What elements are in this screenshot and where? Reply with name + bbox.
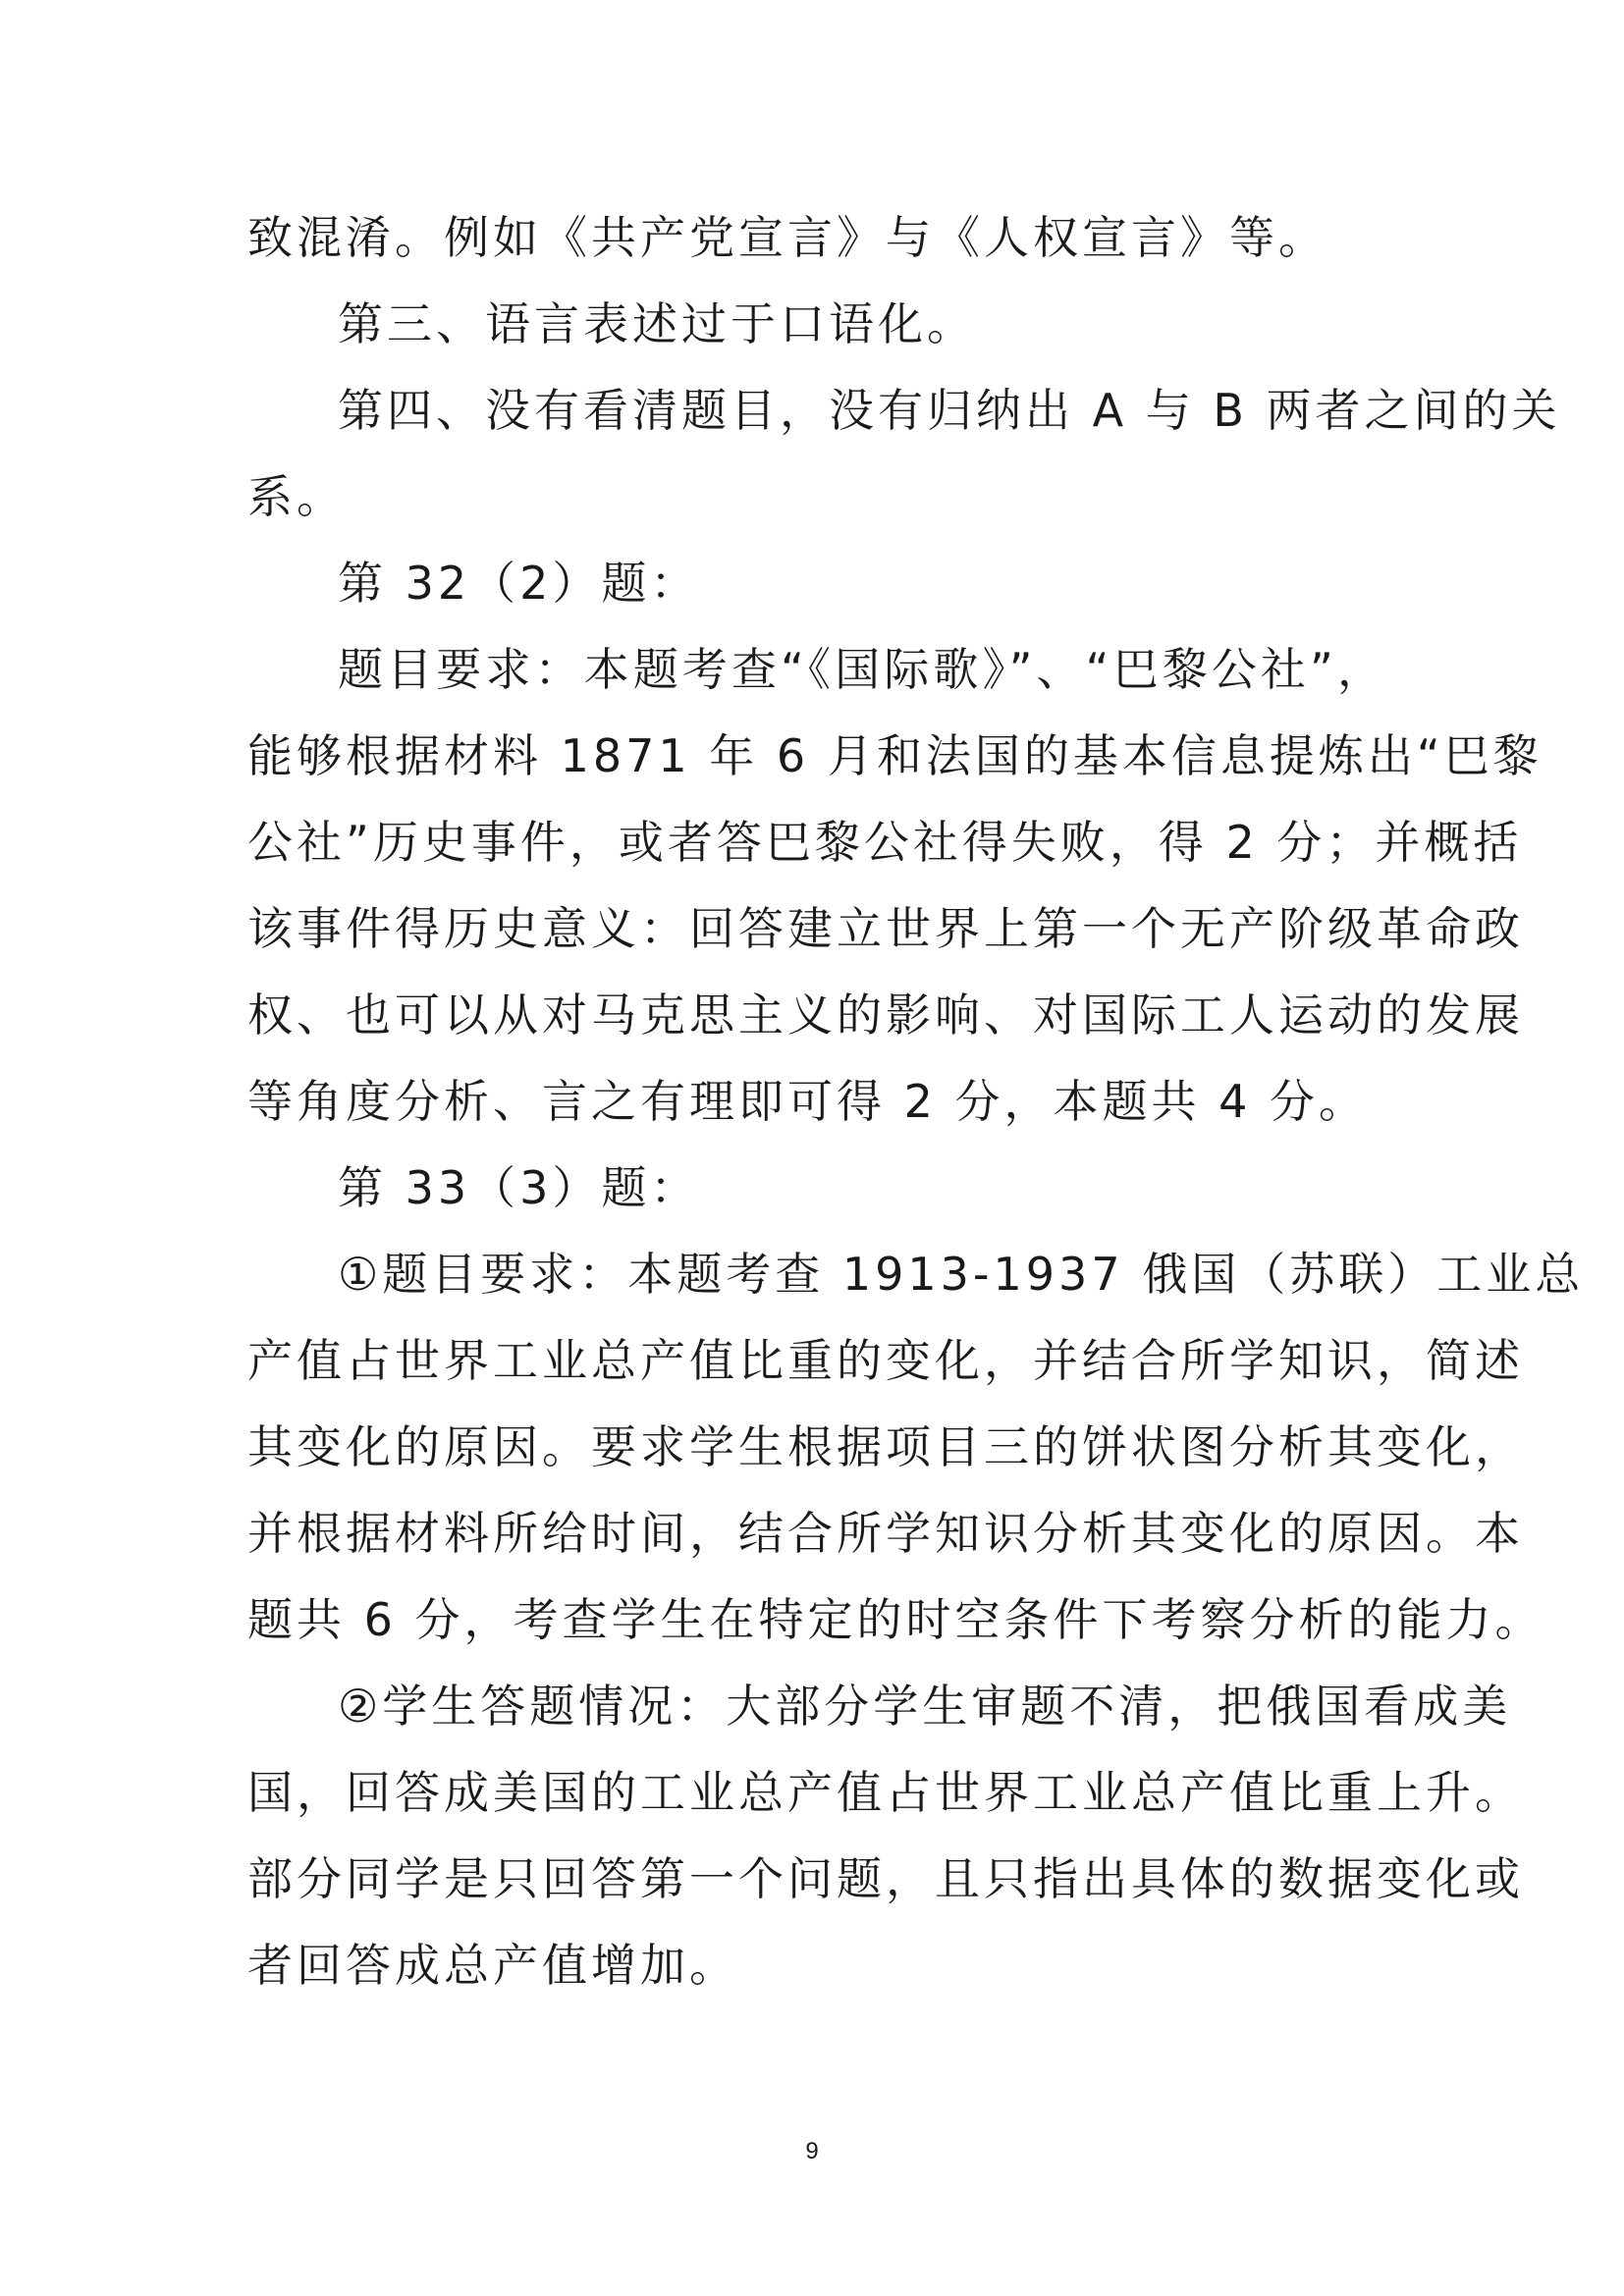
text-line: 题共 6 分，考查学生在特定的时空条件下考察分析的能力。	[247, 1593, 1544, 1646]
paragraph-point-three	[247, 281, 1386, 367]
text-line: ②学生答题情况：大部分学生审题不清，把俄国看成美	[338, 1680, 1512, 1733]
heading-question-33-3	[247, 1145, 1386, 1231]
text-line: 部分同学是只回答第一个问题，且只指出具体的数据变化或	[247, 1852, 1524, 1905]
text-line: 该事件得历史意义：回答建立世界上第一个无产阶级革命政	[247, 902, 1524, 955]
text-line: 其变化的原因。要求学生根据项目三的饼状图分析其变化，	[247, 1420, 1524, 1473]
paragraph-question-32-requirements	[247, 626, 1543, 1145]
text-line: 并根据材料所给时间，结合所学知识分析其变化的原因。本	[247, 1507, 1524, 1560]
text-line: ①题目要求：本题考查 1913-1937 俄国（苏联）工业总	[338, 1248, 1585, 1301]
text-line: 能够根据材料 1871 年 6 月和法国的基本信息提炼出“巴黎	[247, 729, 1543, 782]
text-line: 者回答成总产值增加。	[247, 1939, 738, 1992]
text-line: 国，回答成美国的工业总产值占世界工业总产值比重上升。	[247, 1766, 1524, 1819]
text-line: 第四、没有看清题目，没有归纳出 A 与 B 两者之间的关	[338, 384, 1561, 437]
text-line: 第 32（2）题：	[338, 557, 700, 610]
heading-question-32-2	[247, 540, 1386, 626]
paragraph-continuation	[247, 194, 1386, 281]
paragraph-point-four	[247, 367, 1561, 540]
text-line: 题目要求：本题考查“《国际歌》”、“巴黎公社”，	[338, 643, 1386, 696]
paragraph-question-33-requirements	[247, 1231, 1585, 1663]
text-line: 系。	[247, 470, 346, 523]
text-line: 产值占世界工业总产值比重的变化，并结合所学知识，简述	[247, 1334, 1524, 1387]
text-line: 权、也可以从对马克思主义的影响、对国际工人运动的发展	[247, 988, 1524, 1041]
text-line: 致混淆。例如《共产党宣言》与《人权宣言》等。	[247, 211, 1327, 264]
paragraph-student-answers	[247, 1663, 1524, 2008]
text-line: 第 33（3）题：	[338, 1161, 700, 1214]
text-line: 第三、语言表述过于口语化。	[338, 297, 976, 350]
page-number: 9	[805, 2138, 819, 2164]
body-text	[247, 194, 1585, 2008]
text-line: 公社”历史事件，或者答巴黎公社得失败，得 2 分；并概括	[247, 816, 1523, 869]
text-line: 等角度分析、言之有理即可得 2 分，本题共 4 分。	[247, 1075, 1369, 1128]
